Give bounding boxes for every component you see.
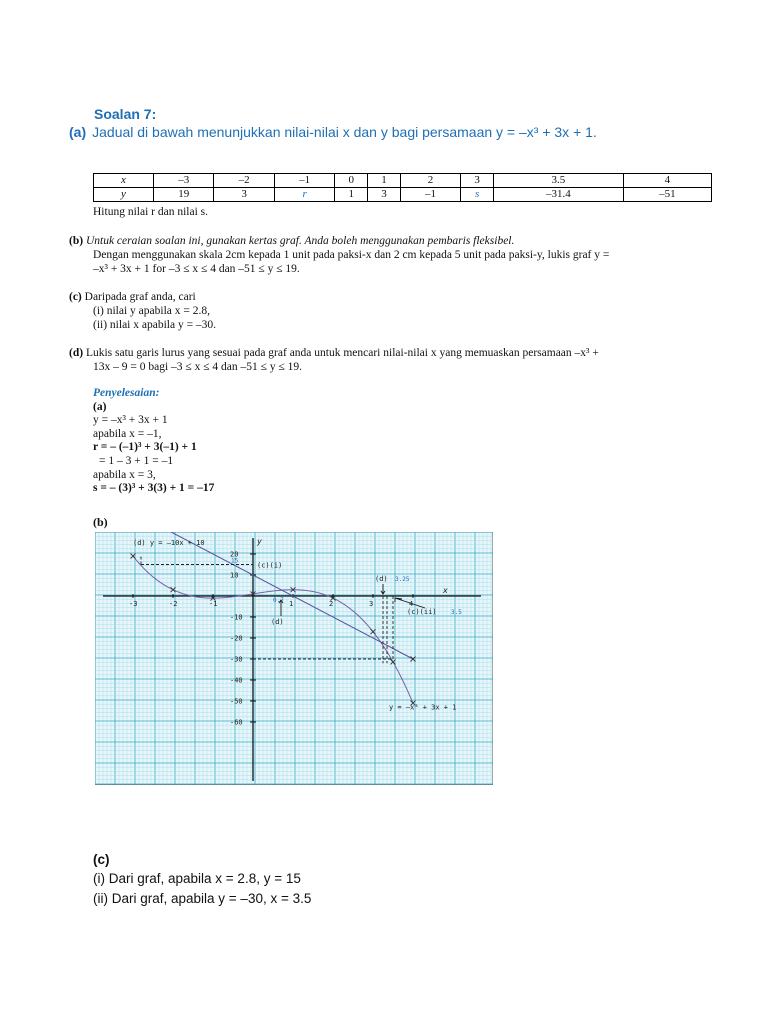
part-d-line2: 13x – 9 = 0 bagi –3 ≤ x ≤ 4 dan –51 ≤ y ≤ 19. — [93, 361, 303, 373]
y-tick-label: -20 — [230, 634, 243, 643]
y-tick-label: -30 — [230, 655, 243, 664]
table-cell: 3 — [214, 188, 274, 202]
table-cell: 3 — [368, 188, 401, 202]
question-title: Soalan 7: — [94, 106, 157, 122]
d-left-label: (d) — [271, 618, 284, 626]
solution-c-label: (c) — [93, 852, 110, 867]
table-header-x: x — [94, 174, 154, 188]
solution-line: y = –x³ + 3x + 1 — [93, 414, 168, 427]
x-tick-label: 1 — [289, 600, 294, 608]
table-header-y: y — [94, 188, 154, 202]
solution-line: apabila x = 3, — [93, 468, 156, 481]
table-row-x — [94, 174, 712, 188]
cii-value: 3.5 — [451, 609, 462, 616]
part-c-label: (c) — [69, 291, 82, 303]
part-a-text: Jadual di bawah menunjukkan nilai-nilai x dan y bagi persamaan y = –x³ + 3x + 1. — [92, 124, 597, 140]
table-cell: 1 — [368, 174, 401, 188]
d-right-label: (d) — [375, 575, 388, 583]
table-cell: –1 — [274, 174, 334, 188]
solution-b-label: (b) — [93, 515, 108, 529]
y-tick-label: 20 — [230, 550, 239, 559]
x-tick-label: -1 — [209, 600, 218, 608]
x-axis-label: x — [443, 586, 448, 595]
curve-series-label: y = –x³ + 3x + 1 — [389, 703, 457, 712]
solution-c-line1: (i) Dari graf, apabila x = 2.8, y = 15 — [93, 871, 301, 886]
y-axis-label: y — [257, 537, 262, 546]
table-cell: 1 — [335, 188, 368, 202]
part-b-label: (b) — [69, 235, 84, 247]
table-cell-r: r — [274, 188, 334, 202]
solution-block — [93, 387, 214, 496]
values-table — [93, 173, 712, 202]
part-b-line2: Dengan menggunakan skala 2cm kepada 1 unit pada paksi-x dan 2 cm kepada 5 unit pada paksi-y, lukis graf y = — [93, 249, 610, 261]
d-right-value: 3.25 — [395, 576, 410, 583]
y-tick-label: 10 — [230, 571, 239, 580]
table-cell: 3 — [461, 174, 494, 188]
part-d-label: (d) — [69, 347, 84, 359]
cii-label: (c)(ii) — [407, 608, 437, 616]
d-left-value: 0.7 — [273, 597, 284, 604]
table-cell: 3.5 — [494, 174, 624, 188]
graph-chart — [95, 532, 493, 785]
solution-line: = 1 – 3 + 1 = –1 — [99, 454, 174, 467]
table-cell: 0 — [335, 174, 368, 188]
x-tick-label: -2 — [169, 600, 178, 608]
x-tick-label: -3 — [129, 600, 138, 608]
table-cell: –1 — [400, 188, 460, 202]
part-b-line1: Untuk ceraian soalan ini, gunakan kertas graf. Anda boleh menggunakan pembaris fleksibel. — [85, 235, 515, 247]
solution-line: apabila x = –1, — [93, 427, 162, 440]
table-row-y — [94, 188, 712, 202]
y-tick-label: -40 — [230, 676, 243, 685]
part-b-block — [69, 234, 689, 276]
x-tick-label: 4 — [409, 600, 414, 608]
part-c-block — [69, 290, 689, 332]
part-a-statement — [69, 124, 597, 140]
line-series-label: (d) y = –10x + 10 — [133, 539, 205, 547]
solution-line-s: s = – (3)³ + 3(3) + 1 = –17 — [93, 482, 215, 495]
table-cell: –2 — [214, 174, 274, 188]
x-tick-label: 3 — [369, 600, 374, 608]
table-cell: –3 — [154, 174, 214, 188]
solution-a-label: (a) — [93, 400, 107, 413]
ci-value: 15 — [231, 557, 239, 565]
ci-label: (c)(i) — [257, 561, 283, 570]
y-tick-label: -50 — [230, 697, 243, 706]
instruction-a: Hitung nilai r dan nilai s. — [93, 206, 208, 218]
solution-heading: Penyelesaian: — [93, 387, 160, 399]
table-cell: –51 — [623, 188, 711, 202]
table-cell: 4 — [623, 174, 711, 188]
part-d-block — [69, 346, 689, 374]
part-d-line1: Lukis satu garis lurus yang sesuai pada graf anda untuk mencari nilai-nilai x yang memuaskan persamaan –x³ + — [85, 347, 599, 359]
part-c-line1: Daripada graf anda, cari — [84, 291, 196, 303]
y-tick-label: -60 — [230, 718, 243, 727]
table-cell: 19 — [154, 188, 214, 202]
table-cell: 2 — [400, 174, 460, 188]
part-a-label: (a) — [69, 124, 87, 140]
y-tick-label: -10 — [230, 613, 243, 622]
x-tick-label: 2 — [329, 600, 334, 608]
solution-c-line2: (ii) Dari graf, apabila y = –30, x = 3.5 — [93, 891, 312, 906]
part-b-line3: –x³ + 3x + 1 for –3 ≤ x ≤ 4 dan –51 ≤ y ≤ 19. — [93, 263, 300, 275]
part-c-item1: (i) nilai y apabila x = 2.8, — [93, 305, 210, 317]
solution-line-r: r = – (–1)³ + 3(–1) + 1 — [93, 441, 197, 454]
table-cell-s: s — [461, 188, 494, 202]
part-c-item2: (ii) nilai x apabila y = –30. — [93, 319, 217, 331]
table-cell: –31.4 — [494, 188, 624, 202]
